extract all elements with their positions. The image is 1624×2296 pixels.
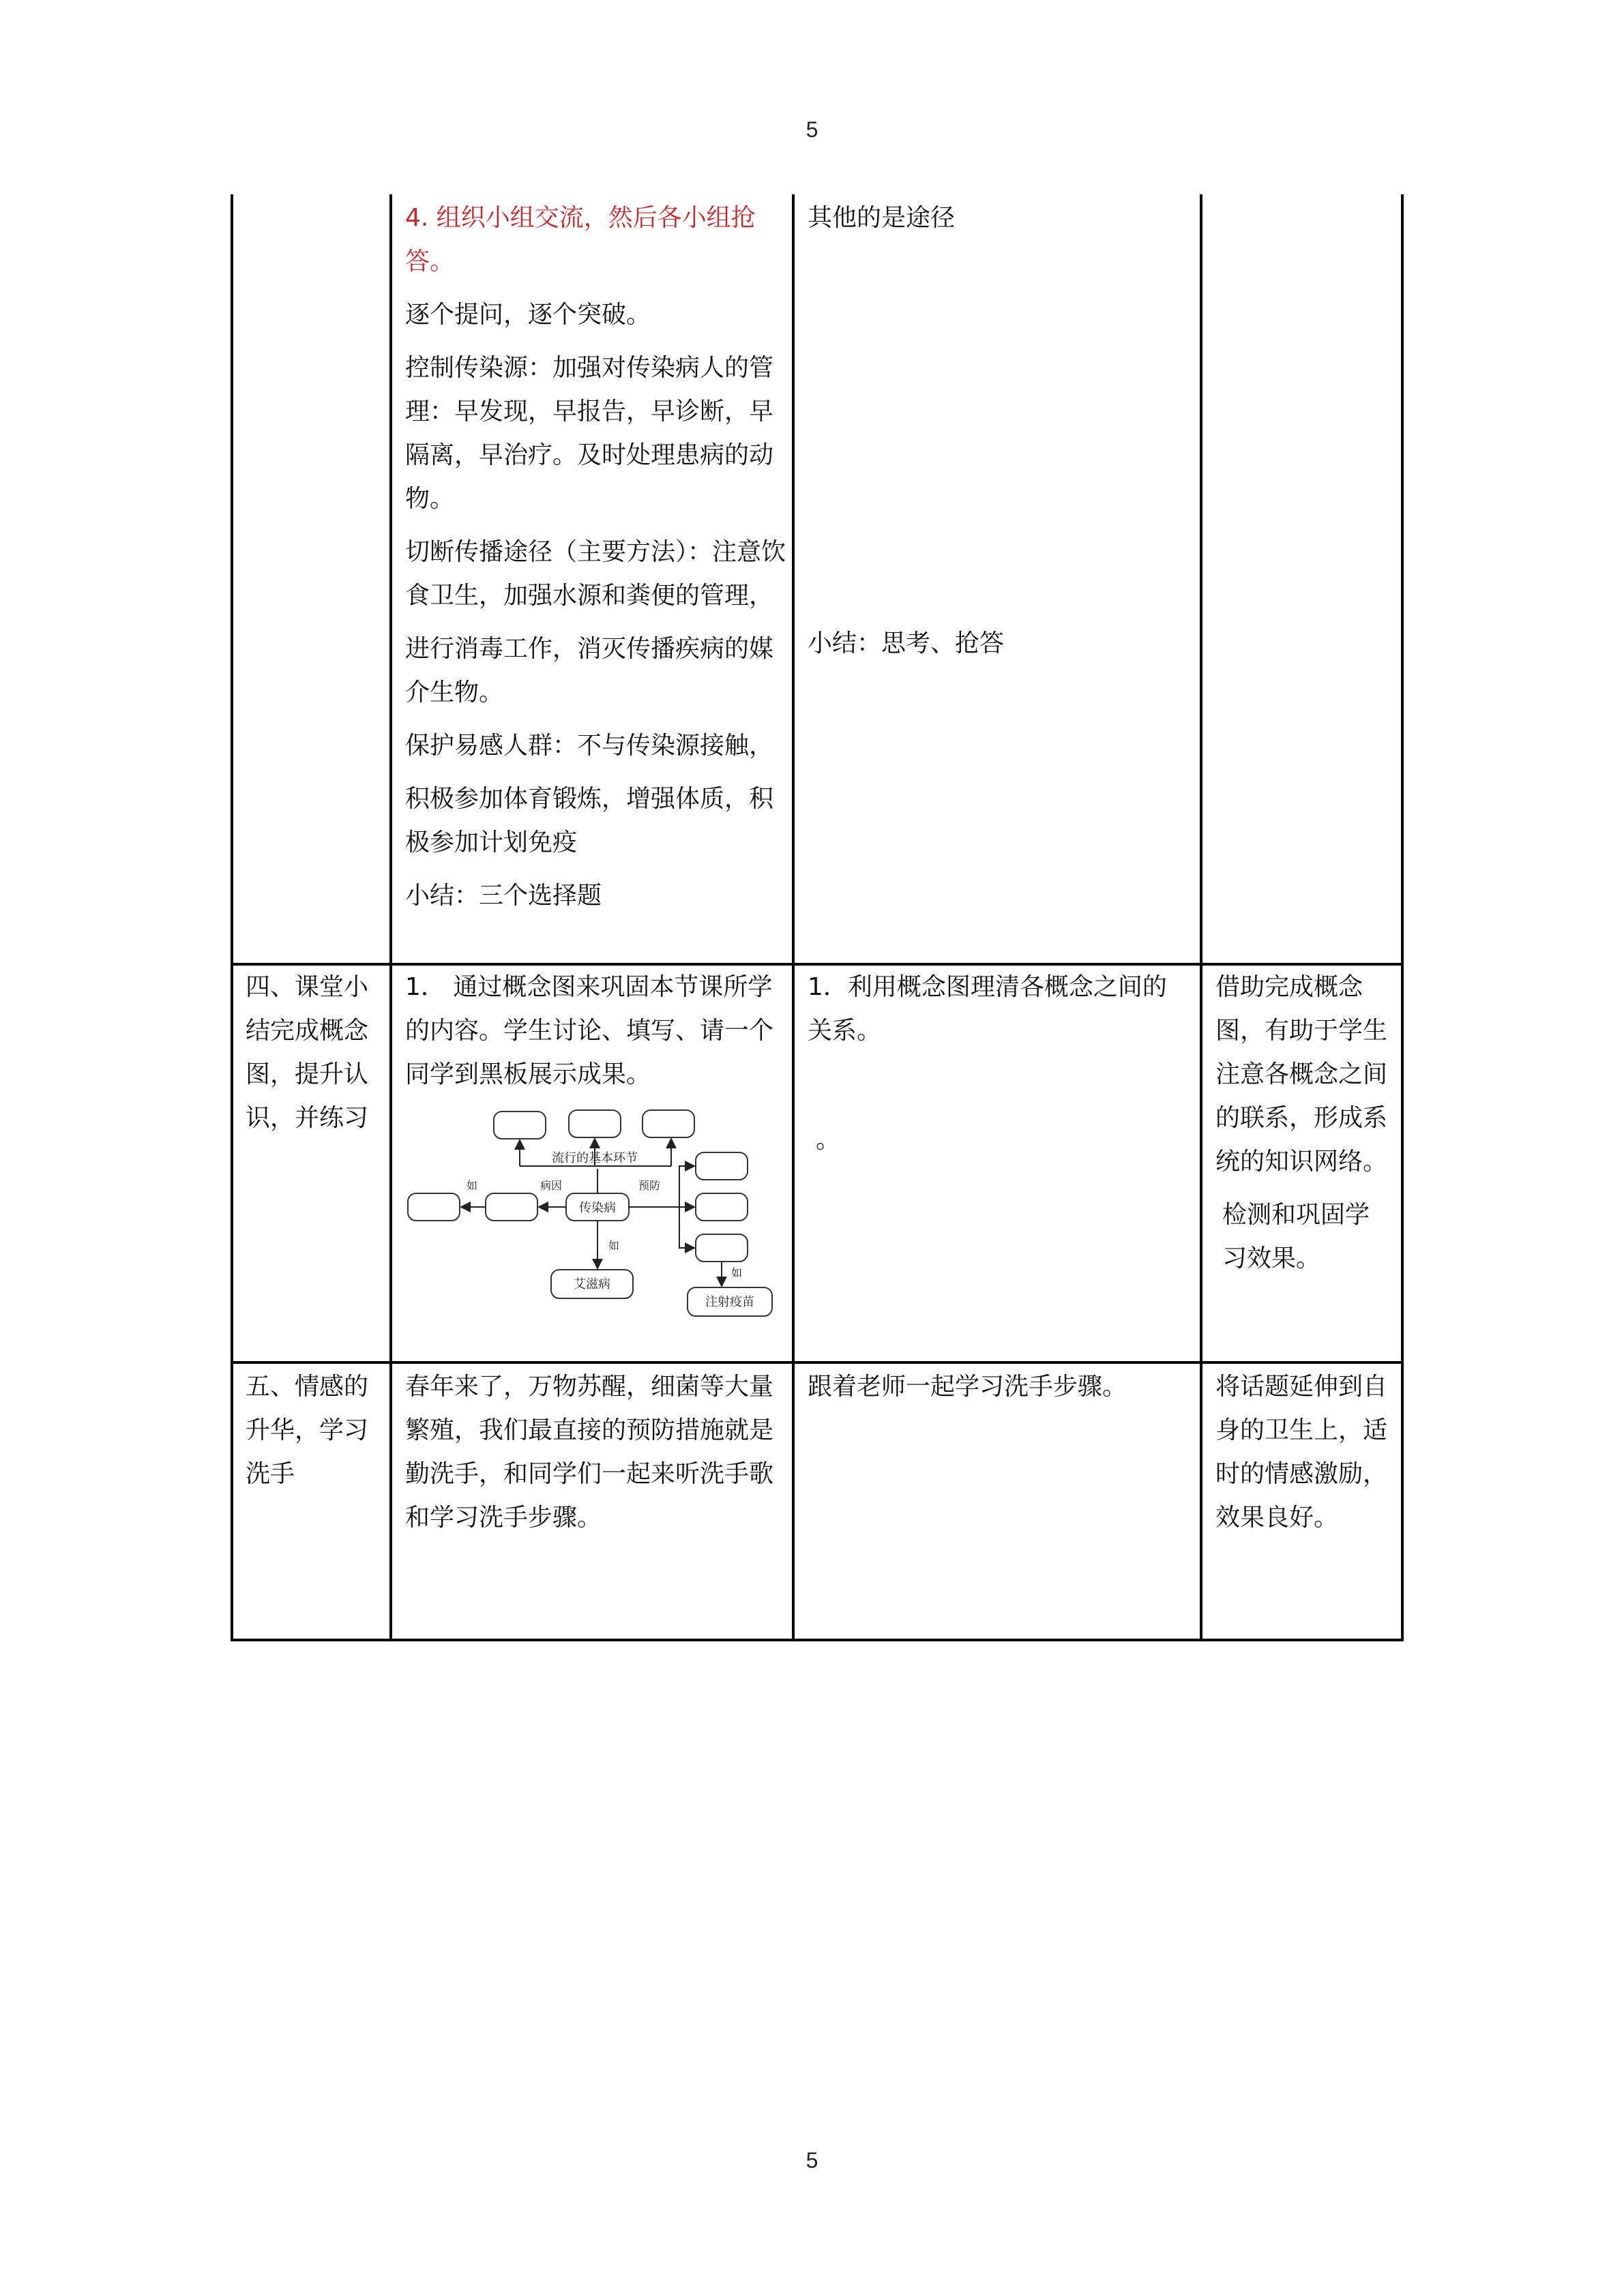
row1-control-source: 控制传染源：加强对传染病人的管理：早发现，早报告，早诊断，早隔离，早治疗。及时处理患病的动物。: [405, 354, 774, 513]
map-blank-top-2: [569, 1110, 621, 1137]
column-divider-3: [1200, 194, 1202, 1641]
row2-intent-check: 检测和巩固学习效果。: [1222, 1201, 1370, 1272]
row1-student-cell: [808, 196, 1190, 250]
row2-intent-text: 借助完成概念图，有助于学生注意各概念之间的联系，形成系统的知识网络。: [1215, 973, 1388, 1176]
concept-map-diagram: [407, 1098, 783, 1323]
row1-disinfection: 进行消毒工作，消灭传播疾病的媒介生物。: [405, 635, 774, 706]
map-aids-label: 艾滋病: [574, 1277, 610, 1292]
map-prevent-label: 预防: [638, 1179, 661, 1192]
row1-protect-group: 保护易感人群：不与传染源接触，: [405, 732, 774, 760]
map-blank-top-1: [494, 1112, 546, 1139]
map-blank-right-1: [696, 1152, 748, 1180]
table-border-bottom: [231, 1639, 1404, 1641]
row1-student-text: 其他的是途径: [808, 204, 956, 232]
row3-student: 跟着老师一起学习洗手步骤。: [808, 1373, 1127, 1401]
map-cause-label: 病因: [540, 1179, 563, 1192]
map-blank-left: [486, 1193, 537, 1221]
map-blank-top-3: [643, 1110, 694, 1137]
row3-stage: 五、情感的升华，学习洗手: [246, 1373, 369, 1488]
map-blank-right-3: [696, 1234, 748, 1262]
row1-exercise: 积极参加体育锻炼，增强体质，积极参加计划免疫: [405, 785, 774, 856]
row2-student: 1．利用概念图理清各概念之间的关系。: [808, 973, 1167, 1045]
row1-question-step: 逐个提问，逐个突破。: [405, 301, 651, 329]
row-divider-2: [231, 1361, 1404, 1364]
table-border-right: [1401, 194, 1404, 1641]
row3-intent: 将话题延伸到自身的卫生上，适时的情感激励，效果良好。: [1215, 1373, 1388, 1532]
row2-content: 1． 通过概念图来巩固本节课所学的内容。学生讨论、填写、请一个同学到黑板展示成果。: [405, 973, 774, 1088]
column-divider-1: [389, 194, 392, 1641]
map-vaccine-label: 注射疫苗: [705, 1295, 754, 1309]
row1-group-task: 4. 组织小组交流，然后各小组抢答。: [405, 204, 756, 275]
map-blank-far-left: [408, 1193, 460, 1221]
row1-student-summary: 小结：思考、抢答: [808, 629, 1005, 657]
row2-stage: 四、课堂小结完成概念图，提升认识，并练习: [246, 973, 369, 1132]
column-divider-2: [792, 194, 795, 1641]
row1-content-cell: [405, 196, 787, 927]
map-example-label-right: 如: [731, 1266, 743, 1279]
page-number-top: 5: [806, 117, 818, 142]
row2-student-mark: 。: [816, 1126, 841, 1154]
row3-content: 春年来了，万物苏醒，细菌等大量繁殖，我们最直接的预防措施就是勤洗手，和同学们一起来听洗手歌和学习洗手步骤。: [405, 1373, 774, 1532]
map-example-label-left: 如: [466, 1179, 478, 1192]
map-blank-right-2: [696, 1193, 748, 1221]
map-top-label: 流行的基本环节: [552, 1151, 638, 1165]
table-border-left: [231, 194, 233, 1641]
map-center-label: 传染病: [579, 1201, 616, 1215]
page-number-bottom: 5: [806, 2148, 818, 2173]
row2-intent-cell: [1215, 966, 1389, 1290]
row1-summary: 小结：三个选择题: [405, 882, 602, 910]
row1-cut-route: 切断传播途径（主要方法）：注意饮食卫生，加强水源和粪便的管理，: [405, 538, 786, 610]
map-example-label-bottom: 如: [608, 1239, 620, 1252]
